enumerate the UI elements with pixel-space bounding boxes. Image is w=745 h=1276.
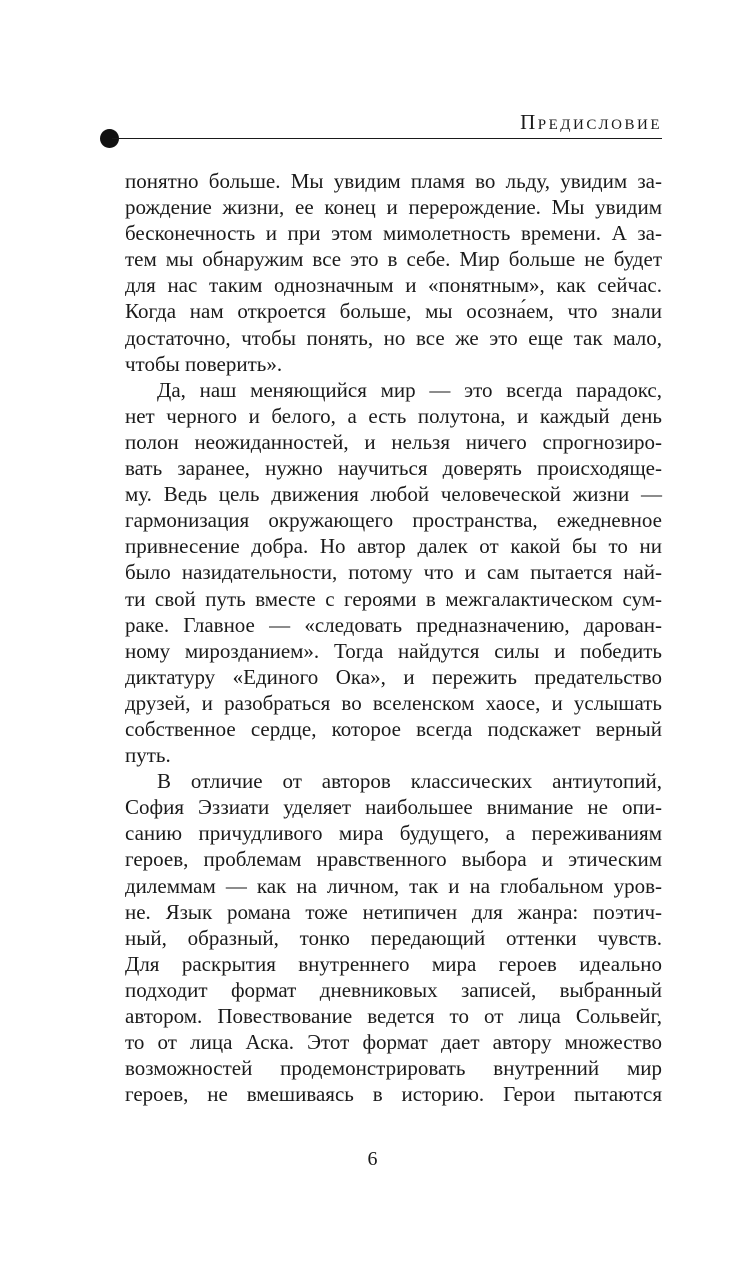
text-line: автором. Повествование ведется то от лица Сольвейг, — [125, 1004, 662, 1028]
text-line: ному мирозданием». Тогда найдутся силы и победить — [125, 638, 662, 663]
page-number: 6 — [367, 1148, 378, 1170]
paragraph-first-line: Да, наш меняющийся мир — это всегда парадокс, — [157, 377, 662, 402]
text-line: ти свой путь вместе с героями в межгалактическом сум- — [125, 586, 662, 611]
text-line: гармонизация окружающего пространства, ежедневное — [125, 508, 662, 533]
text-line: София Эззиати уделяет наибольшее внимание не опи- — [125, 795, 662, 820]
text-line: привнесение добра. Но автор далек от какой бы то ни — [125, 534, 662, 559]
text-line: ный, образный, тонко передающий оттенки чувств. — [125, 925, 662, 950]
text-line: му. Ведь цель движения любой человеческой жизни — — [125, 482, 662, 507]
text-line: путь. — [125, 743, 171, 768]
text-line: Для раскрытия внутреннего мира героев идеально — [125, 951, 662, 976]
text-line: полон неожиданностей, и нельзя ничего спрогнозиро- — [125, 429, 662, 454]
text-line: тем мы обнаружим все это в себе. Мир больше не будет — [125, 247, 662, 272]
text-line: было назидательности, потому что и сам пытается най- — [125, 560, 662, 585]
text-line: достаточно, чтобы понять, но все же это еще так мало, — [125, 325, 662, 350]
header-rule — [112, 138, 662, 139]
text-line: подходит формат дневниковых записей, выбранный — [125, 977, 662, 1002]
text-line: не. Язык романа тоже нетипичен для жанра: поэтич- — [125, 899, 662, 924]
text-line: нет черного и белого, а есть полутона, и каждый день — [125, 403, 662, 428]
text-line: рождение жизни, ее конец и перерождение. Мы увидим — [125, 195, 662, 220]
text-line: друзей, и разобраться во вселенском хаосе, и услышать — [125, 690, 662, 715]
text-line: Когда нам откроется больше, мы осозна́ем, что знали — [125, 299, 662, 324]
running-header-title: Предисловие — [520, 110, 662, 134]
text-line: собственное сердце, которое всегда подскажет верный — [125, 716, 662, 741]
text-line: санию причудливого мира будущего, а переживаниям — [125, 821, 662, 846]
text-line: героев, проблемам нравственного выбора и этическим — [125, 847, 662, 872]
text-line: дилеммам — как на личном, так и на глобальном уров- — [125, 873, 662, 898]
text-line: то от лица Аска. Этот формат дает автору множество — [125, 1030, 662, 1055]
text-line: понятно больше. Мы увидим пламя во льду, увидим за- — [125, 169, 662, 193]
text-line: бесконечность и при этом мимолетность времени. А за- — [125, 221, 662, 246]
body-text — [125, 168, 662, 1107]
text-line: вать заранее, нужно научиться доверять происходяще- — [125, 456, 662, 481]
text-line: для нас таким однозначным и «понятным», как сейчас. — [125, 273, 662, 298]
text-line: диктатуру «Единого Ока», и пережить предательство — [125, 664, 662, 689]
paragraph-first-line: В отличие от авторов классических антиутопий, — [157, 769, 662, 794]
text-line: возможностей продемонстрировать внутренний мир — [125, 1056, 662, 1081]
text-line: раке. Главное — «следовать предназначению, дарован- — [125, 612, 662, 637]
text-line: чтобы поверить». — [125, 351, 283, 376]
text-line: героев, не вмешиваясь в историю. Герои пытаются — [125, 1082, 662, 1107]
